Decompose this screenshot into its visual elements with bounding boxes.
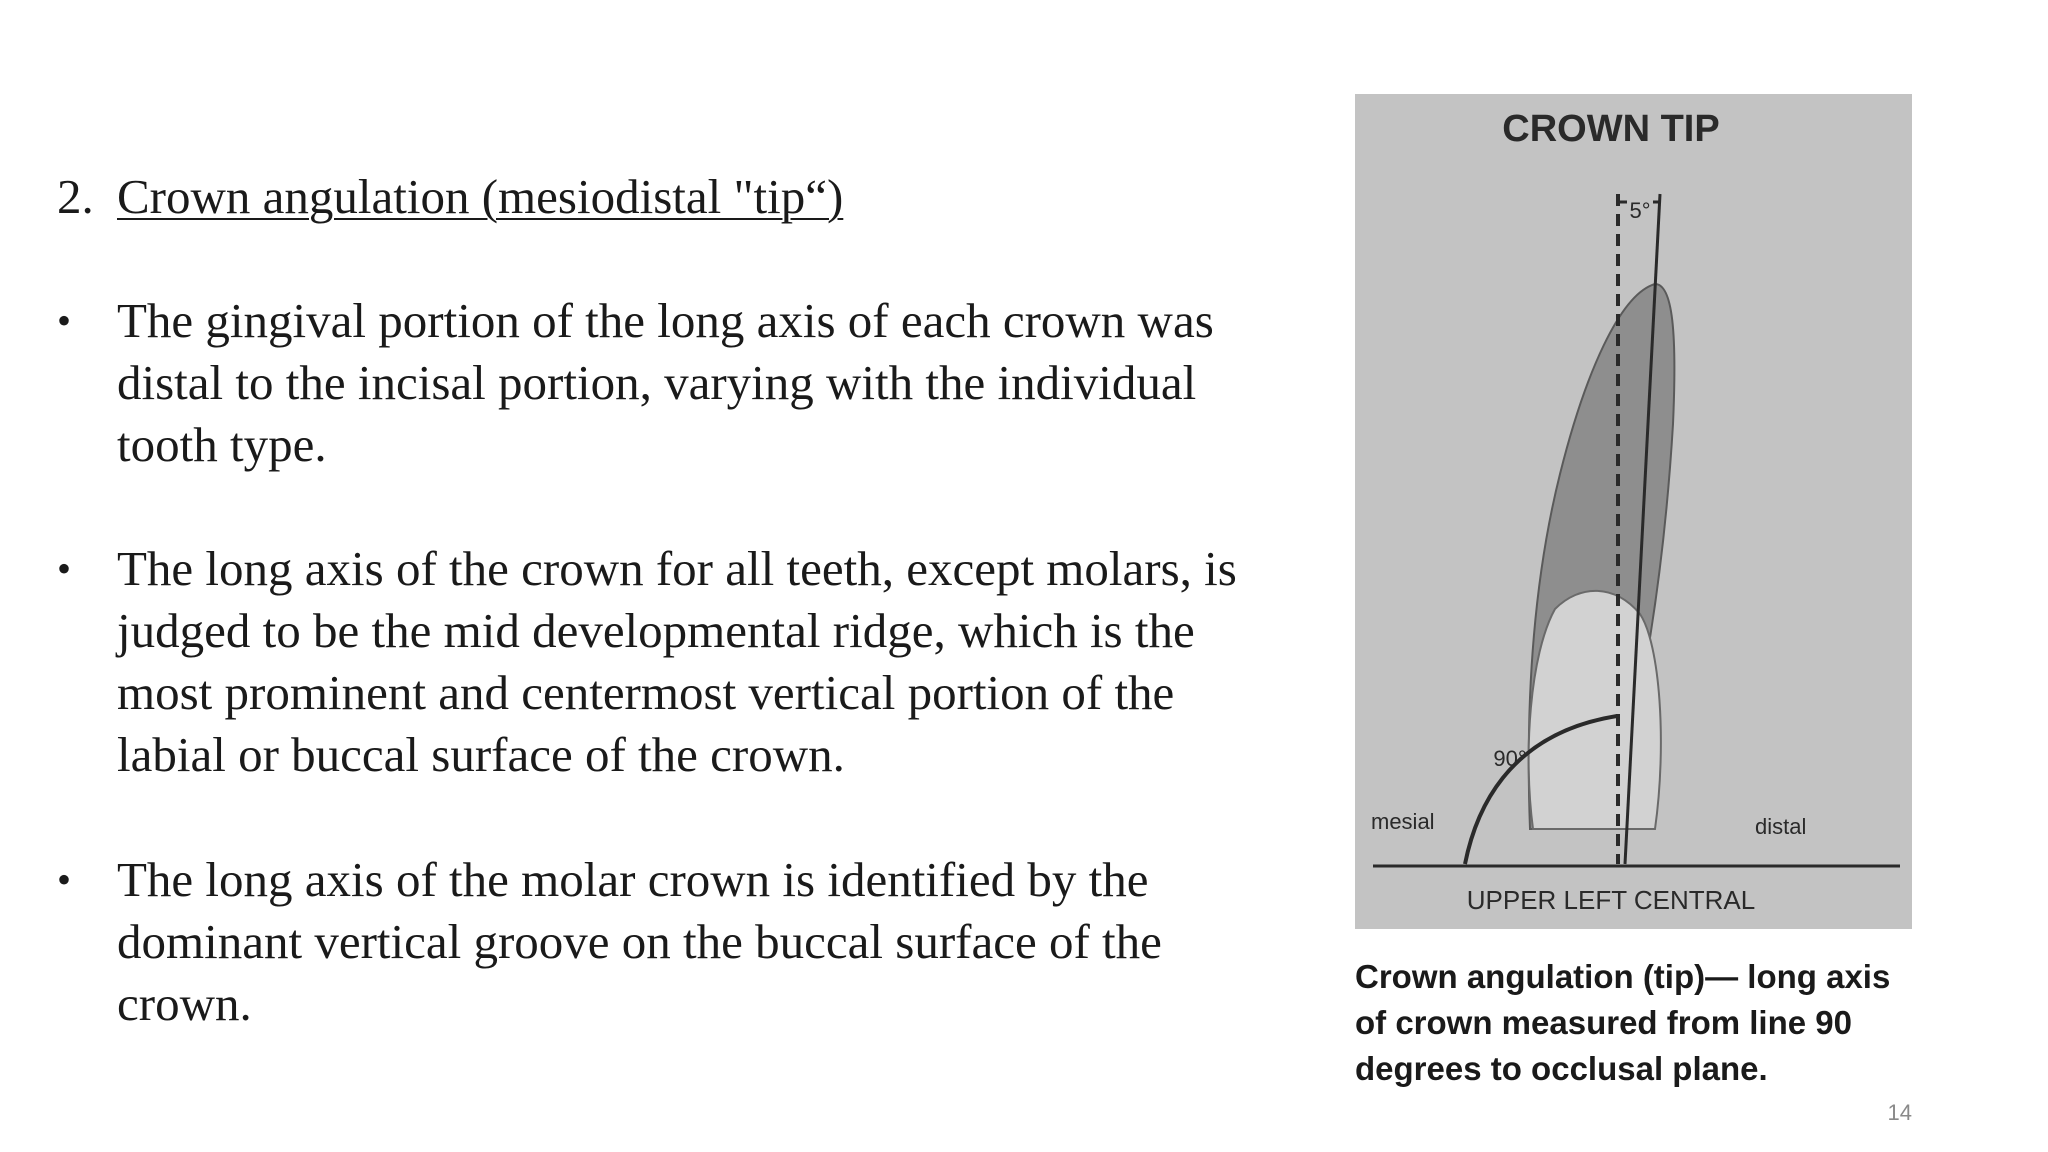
bullet-item [57,290,1247,476]
bullet-icon: • [57,546,72,591]
mesial-label: mesial [1371,809,1435,834]
crown-tip-figure [1355,94,1912,929]
bullet-text: The long axis of the molar crown is identified by the dominant vertical groove on the buccal surface of the crown. [117,852,1162,1031]
section-heading [57,166,843,228]
angle-left-label: 90° [1493,746,1527,771]
bullet-item [57,849,1247,1035]
bullet-icon: • [57,857,72,902]
distal-label: distal [1755,814,1807,839]
bullet-item [57,538,1247,786]
tooth-crown-shape [1529,591,1661,829]
angle-top-label: 5° [1629,198,1651,223]
bullet-text: The gingival portion of the long axis of each crown was distal to the incisal portion, varying with the individual tooth type. [117,293,1214,472]
figure-title: CROWN TIP [1502,108,1720,150]
bullet-icon: • [57,298,72,343]
tooth-label: UPPER LEFT CENTRAL [1466,885,1756,915]
bullet-text: The long axis of the crown for all teeth, except molars, is judged to be the mid developmental ridge, which is the most prominent and centermost vertical portion of the labial or buccal surface of the crown. [117,541,1237,782]
heading-title: Crown angulation (mesiodistal "tip“) [117,169,844,224]
heading-number: 2. [57,169,94,224]
page-number: 14 [1887,1100,1912,1125]
figure-caption: Crown angulation (tip)— long axis of crown measured from line 90 degrees to occlusal plane. [1355,958,1891,1087]
crown-tip-diagram [1355,94,1912,929]
